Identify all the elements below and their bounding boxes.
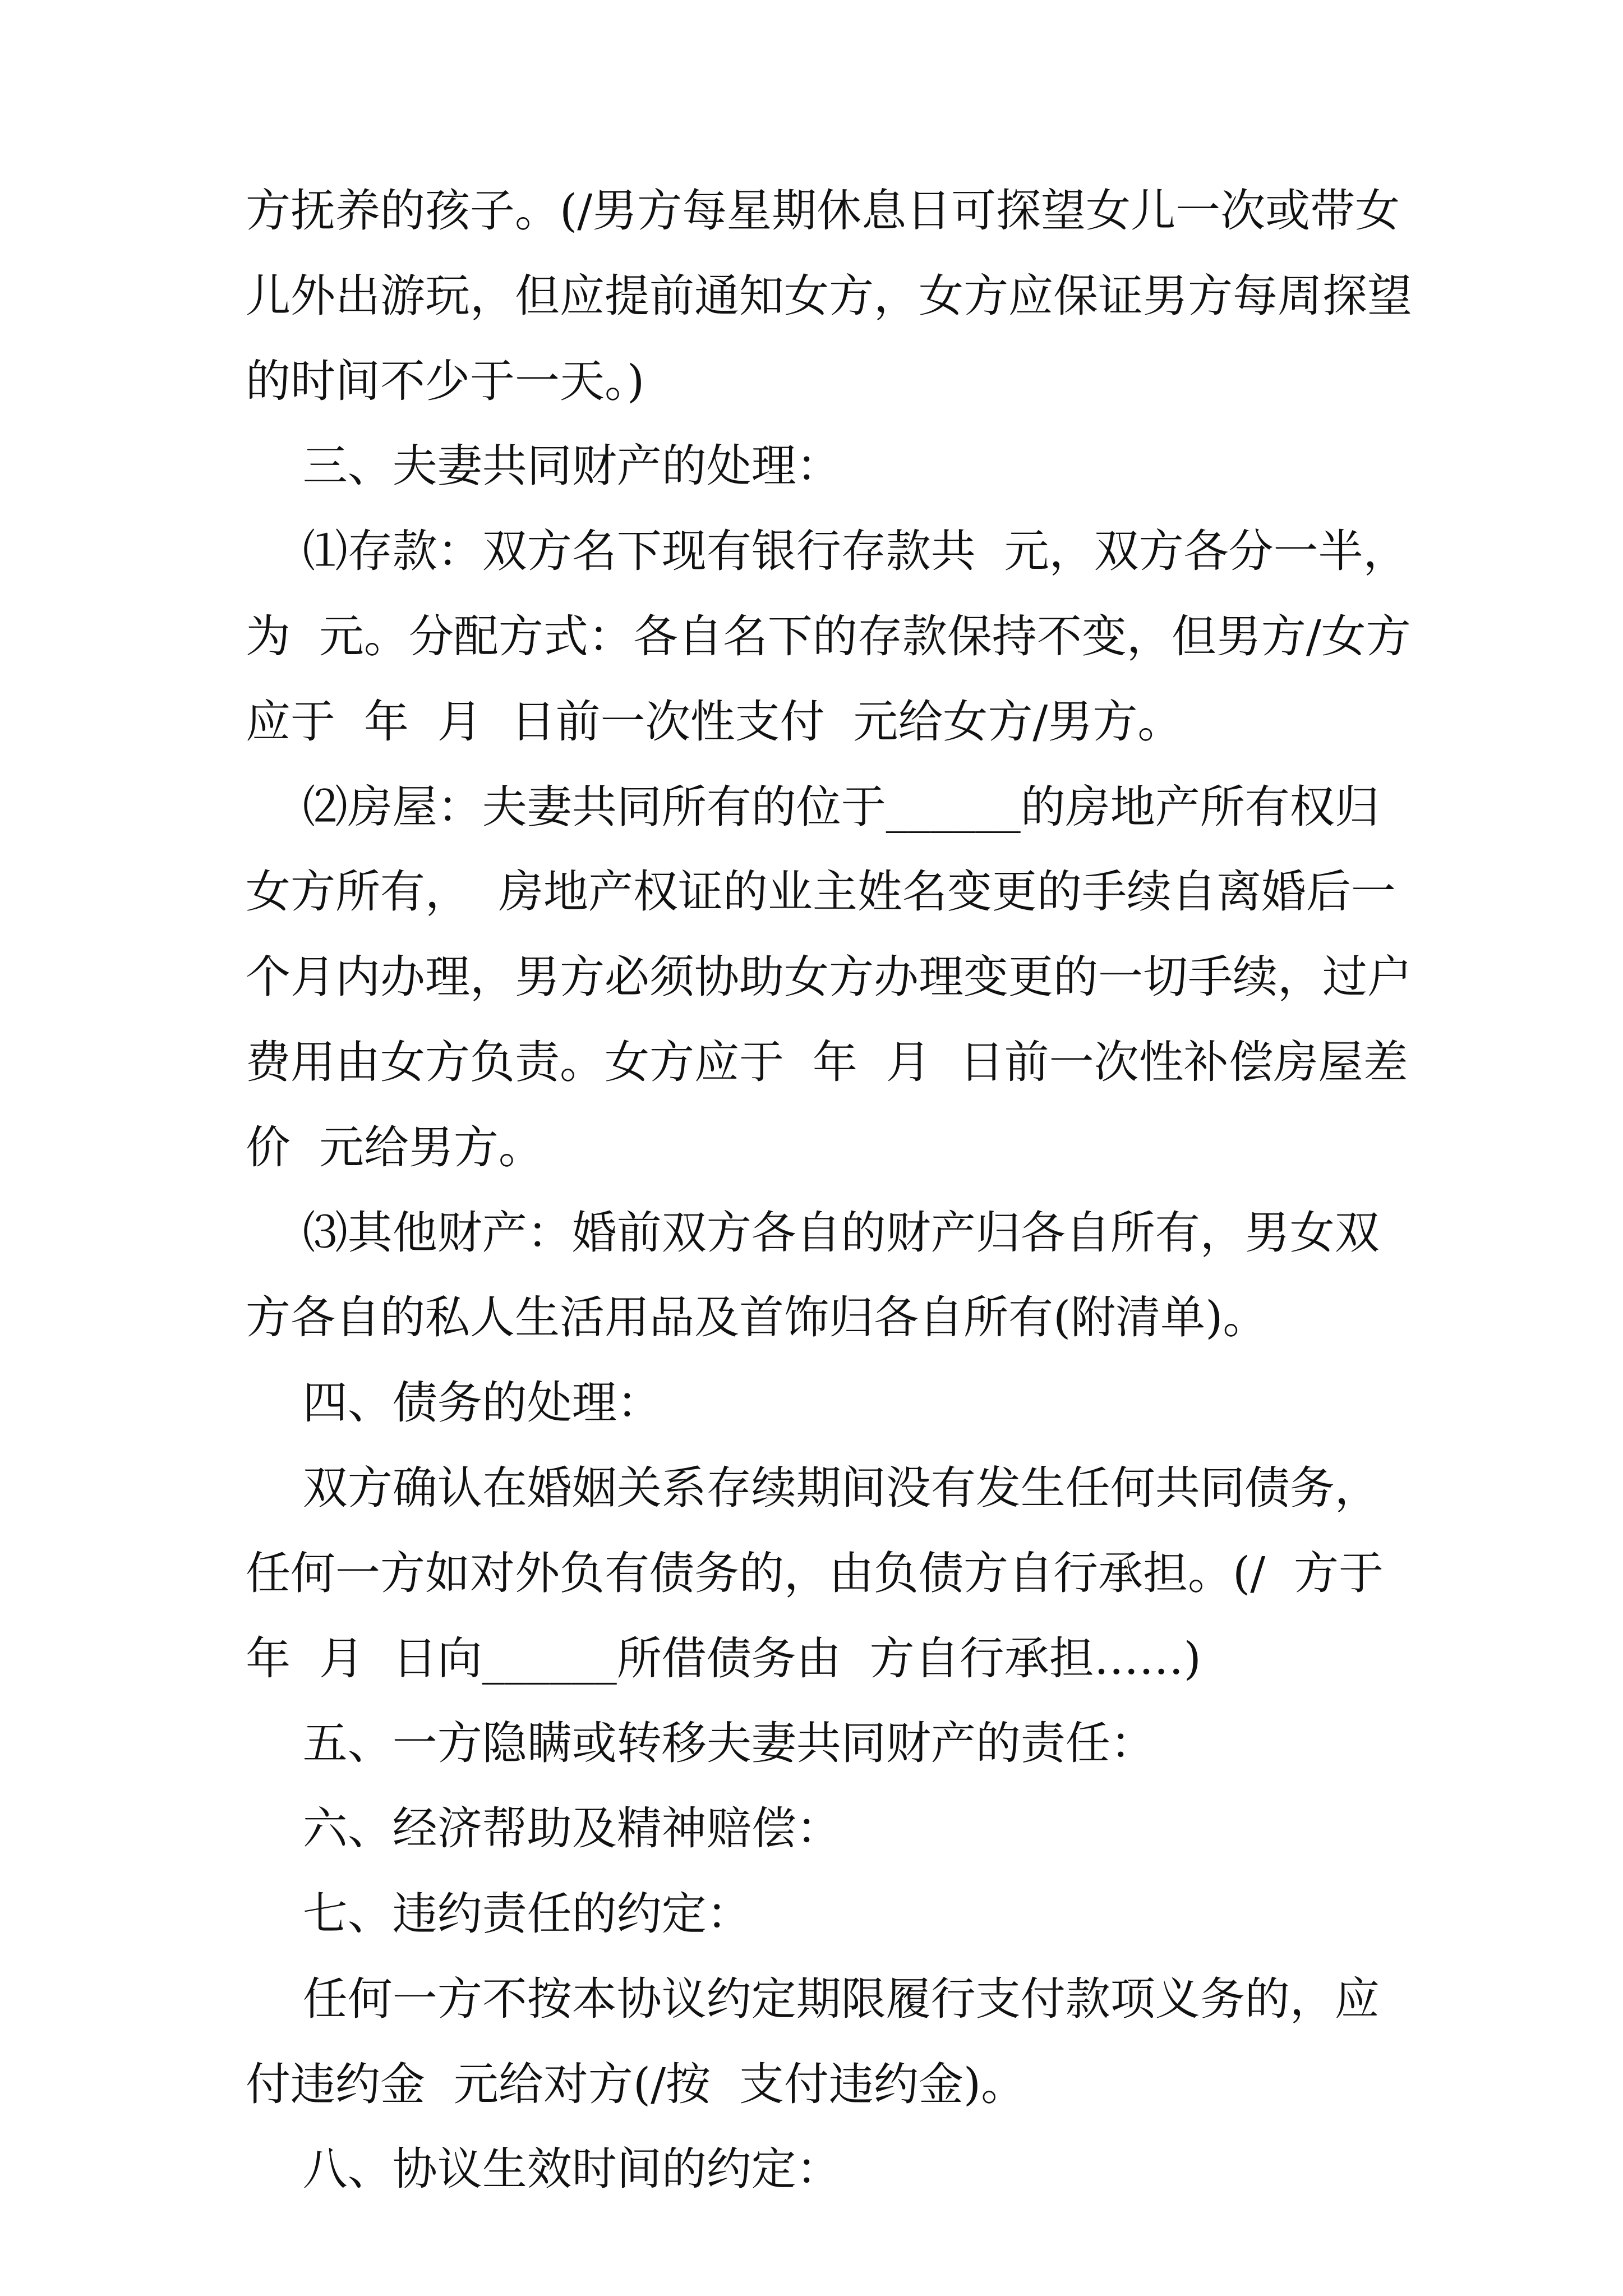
text-line: 双方确认在婚姻关系存续期间没有发生任何共同债务， bbox=[246, 1462, 1380, 1514]
text-line: 为 元。分配方式：各自名下的存款保持不变，但男方/女方 bbox=[246, 610, 1411, 662]
text-line: 任何一方不按本协议约定期限履行支付款项义务的，应 bbox=[246, 1972, 1380, 2025]
text-line: 任何一方如对外负有债务的，由负债方自行承担。(/ 方于 bbox=[246, 1547, 1384, 1599]
section-heading: 六、经济帮助及精神赔偿： bbox=[246, 1802, 841, 1855]
section-heading: 四、债务的处理： bbox=[246, 1377, 662, 1429]
section-heading: 五、一方隐瞒或转移夫妻共同财产的责任： bbox=[246, 1717, 1155, 1770]
text-line: 应于 年 月 日前一次性支付 元给女方/男方。 bbox=[246, 695, 1183, 748]
text-line: 儿外出游玩，但应提前通知女方，女方应保证男方每周探望 bbox=[246, 269, 1412, 322]
text-line: 个月内办理，男方必须协助女方办理变更的一切手续，过户 bbox=[246, 951, 1412, 1004]
text-line: ⑶其他财产：婚前双方各自的财产归各自所有，男女双 bbox=[246, 1206, 1380, 1259]
section-heading: 三、夫妻共同财产的处理： bbox=[246, 440, 841, 493]
text-line: 价 元给男方。 bbox=[246, 1121, 543, 1174]
text-line: 女方所有， 房地产权证的业主姓名变更的手续自离婚后一 bbox=[246, 866, 1396, 918]
text-line: ⑴存款：双方名下现有银行存款共 元，双方各分一半， bbox=[246, 525, 1408, 578]
text-line: 的时间不少于一天。) bbox=[246, 355, 645, 407]
text-line: 方抚养的孩子。(/男方每星期休息日可探望女儿一次或带女 bbox=[246, 185, 1400, 237]
text-line: 方各自的私人生活用品及首饰归各自所有(附清单)。 bbox=[246, 1291, 1268, 1344]
section-heading: 八、协议生效时间的约定： bbox=[246, 2143, 841, 2196]
text-line: 付违约金 元给对方(/按 支付违约金)。 bbox=[246, 2058, 1026, 2110]
text-line: 年 月 日向______所借债务由 方自行承担……) bbox=[246, 1632, 1201, 1685]
text-line: 费用由女方负责。女方应于 年 月 日前一次性补偿房屋差 bbox=[246, 1036, 1408, 1088]
text-line: ⑵房屋：夫妻共同所有的位于______的房地产所有权归 bbox=[246, 780, 1380, 833]
section-heading: 七、违约责任的约定： bbox=[246, 1888, 751, 1940]
